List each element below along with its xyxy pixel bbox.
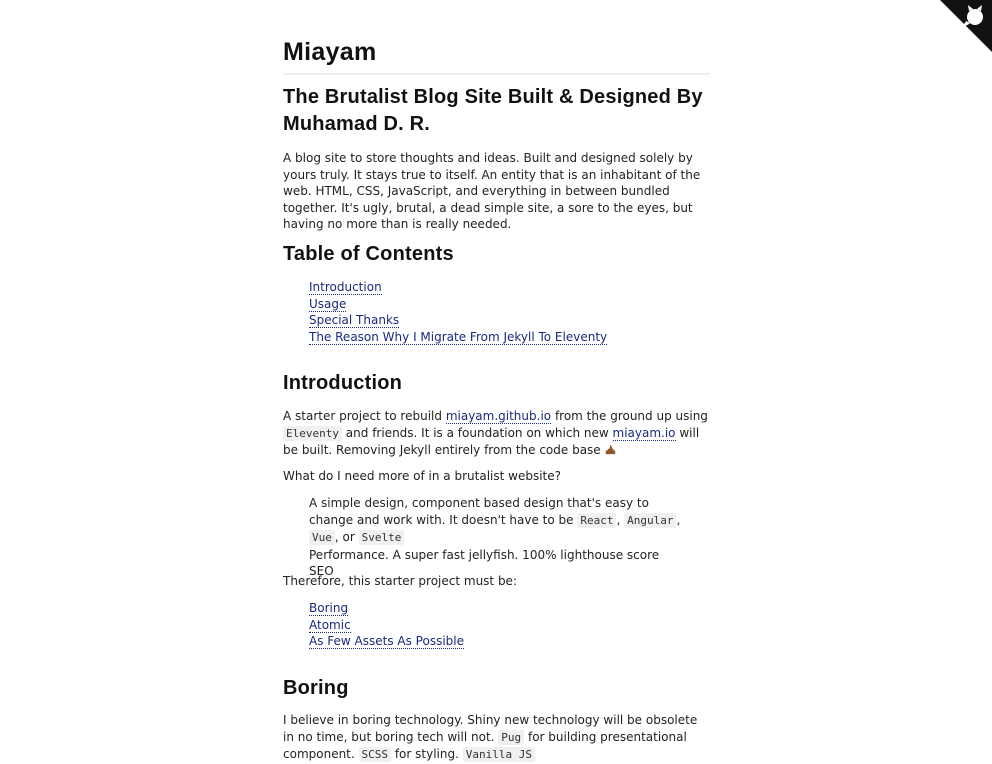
toc-link-special-thanks[interactable]: Special Thanks	[309, 313, 400, 327]
text: for building presentational component.	[283, 729, 687, 761]
toc-link-introduction[interactable]: Introduction	[309, 280, 382, 294]
text: I believe in boring technology. Shiny new technology will be obsolete in no time, but boring tech will not.	[283, 713, 698, 744]
requirement-seo: SEO	[309, 564, 334, 578]
code-pug: Pug	[498, 730, 524, 745]
github-octocat-icon	[940, 0, 992, 52]
toc-list	[283, 279, 736, 345]
toc-item	[309, 312, 736, 329]
requirement-performance: Performance. A super fast jellyfish. 100% lighthouse score	[309, 547, 660, 562]
github-corner-link[interactable]	[940, 0, 992, 52]
text: ,	[676, 512, 681, 527]
code-vue: Vue	[309, 530, 335, 545]
text: from the ground up using	[551, 409, 708, 423]
text: ,	[616, 512, 625, 527]
boring-paragraph	[283, 712, 710, 764]
link-boring[interactable]: Boring	[309, 601, 349, 615]
toc-heading: Table of Contents	[283, 243, 454, 265]
code-vanilla-js: Vanilla JS	[463, 747, 535, 762]
must-be-list	[283, 600, 736, 650]
text: , or	[334, 530, 359, 544]
must-be-item	[309, 633, 736, 650]
intro-paragraph: A blog site to store thoughts and ideas. Built and designed solely by yours truly. It stays true to itself. An entity that is an inhabitant of the web. HTML, CSS, JavaScript, and everything in between bundled together. It's ugly, brutal, a dead simple site, a sore to the eyes, but having no more than is really needed.	[283, 151, 701, 231]
page-title: The Brutalist Blog Site Built & Designed By Muhamad D. R.	[283, 86, 703, 135]
text: and friends. It is a foundation on which new	[341, 425, 613, 440]
must-be-item	[309, 617, 736, 634]
code-svelte: Svelte	[359, 530, 405, 545]
must-be-item	[309, 600, 736, 617]
toc-item	[309, 296, 736, 313]
text: for styling.	[391, 747, 463, 761]
requirements-list	[283, 495, 684, 580]
link-atomic[interactable]: Atomic	[309, 617, 351, 632]
therefore-text: Therefore, this starter project must be:	[283, 574, 517, 588]
requirement-design	[309, 495, 684, 547]
poop-emoji-icon	[605, 444, 616, 455]
header-divider	[283, 73, 710, 75]
site-title[interactable]: Miayam	[283, 38, 377, 66]
text: A simple design, component based design that's easy to change and work with. It doesn't have to be	[309, 496, 649, 527]
toc-link-migration[interactable]: The Reason Why I Migrate From Jekyll To Eleventy	[309, 329, 608, 344]
link-miayam-github-io[interactable]: miayam.github.io	[445, 409, 552, 423]
text: will be built. Removing Jekyll entirely from the code base	[283, 425, 700, 457]
boring-heading: Boring	[283, 677, 349, 699]
code-angular: Angular	[624, 513, 676, 528]
text: A starter project to rebuild	[283, 409, 446, 423]
toc-item	[309, 329, 736, 346]
link-miayam-io[interactable]: miayam.io	[612, 425, 676, 440]
code-eleventy: Eleventy	[283, 426, 342, 441]
question-text: What do I need more of in a brutalist website?	[283, 469, 561, 483]
introduction-paragraph	[283, 408, 710, 459]
toc-item	[309, 279, 736, 296]
code-scss: SCSS	[359, 747, 392, 762]
code-react: React	[577, 513, 616, 528]
link-few-assets[interactable]: As Few Assets As Possible	[309, 634, 464, 648]
introduction-heading: Introduction	[283, 372, 403, 394]
toc-link-usage[interactable]: Usage	[309, 296, 347, 311]
